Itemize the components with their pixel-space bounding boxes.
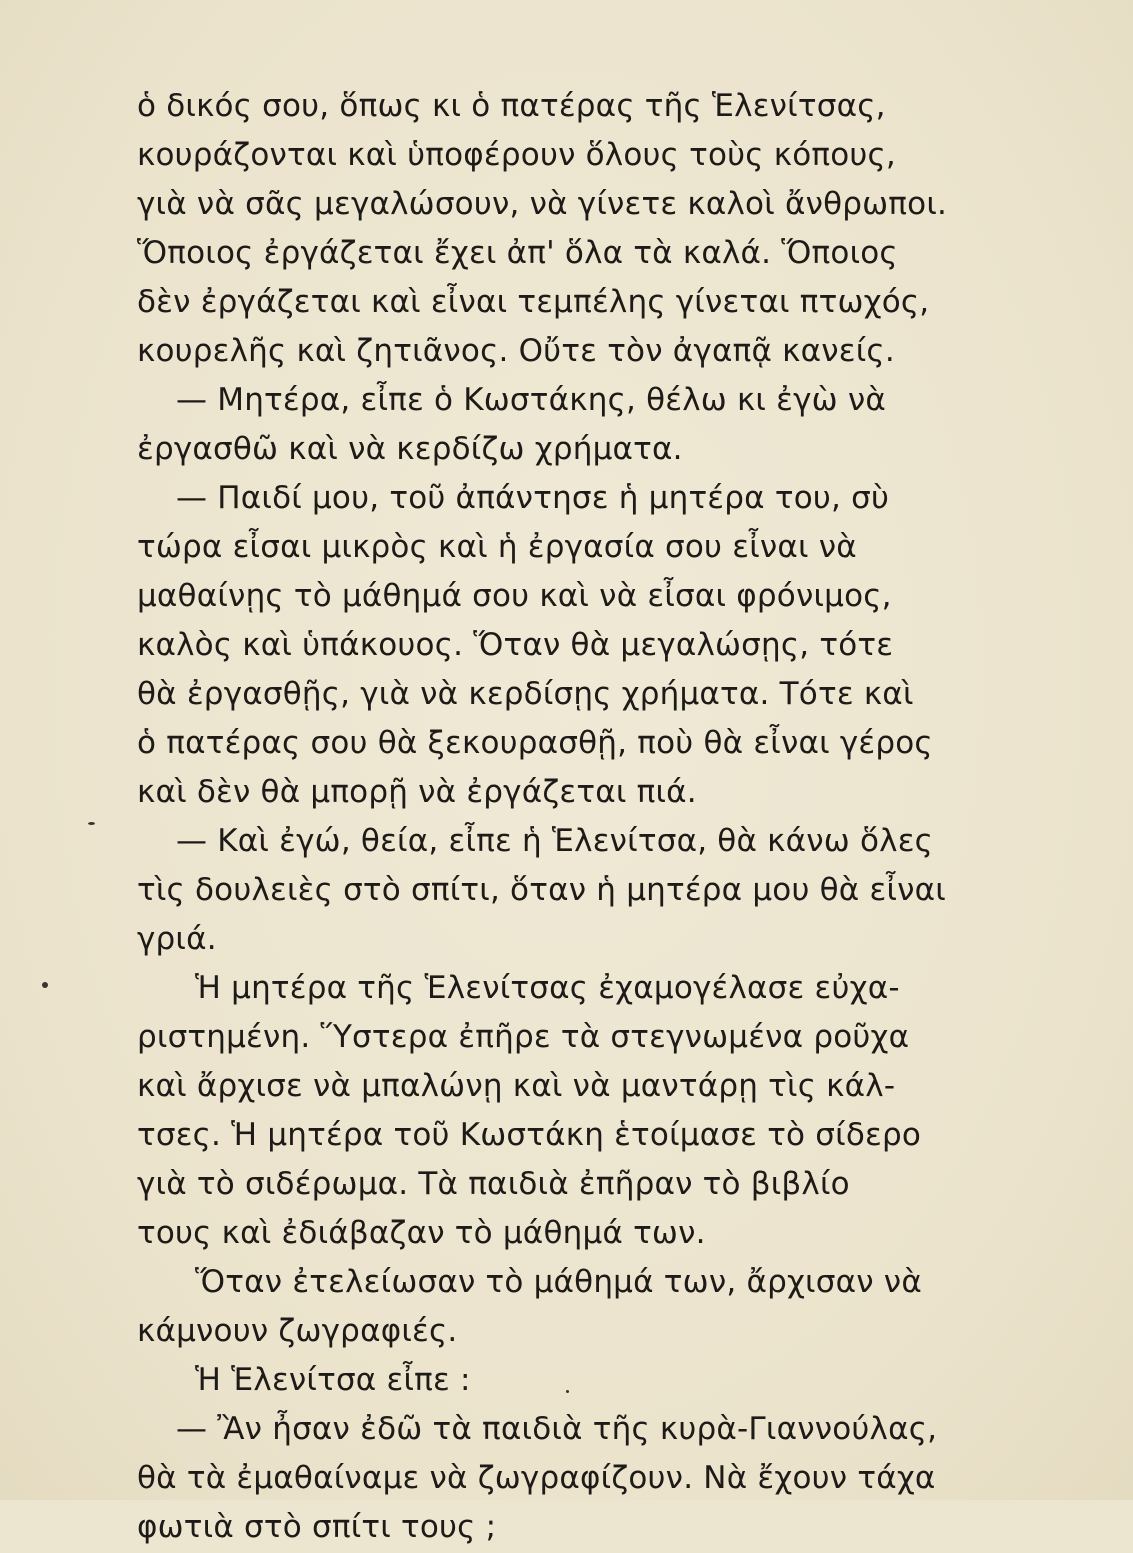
text-line: Ἡ Ἑλενίτσα εἶπε :: [195, 1362, 471, 1398]
text-line: — Μητέρα, εἶπε ὁ Κωστάκης, θέλω κι ἐγὼ νὰ: [176, 382, 887, 418]
text-line: — Παιδί μου, τοῦ ἀπάντησε ἡ μητέρα του, σὺ: [176, 480, 890, 516]
text-line: καλὸς καὶ ὑπάκουος. Ὅταν θὰ μεγαλώσῃς, τότε: [137, 627, 894, 663]
text-line: δὲν ἐργάζεται καὶ εἶναι τεμπέλης γίνεται πτωχός,: [137, 284, 930, 320]
text-line: κουρελῆς καὶ ζητιᾶνος. Οὔτε τὸν ἀγαπᾷ κανείς.: [137, 333, 895, 369]
text-line: θὰ ἐργασθῇς, γιὰ νὰ κερδίσῃς χρήματα. Τότε καὶ: [137, 676, 914, 712]
text-line: γιὰ τὸ σιδέρωμα. Τὰ παιδιὰ ἐπῆραν τὸ βιβλίο: [137, 1166, 850, 1202]
text-line: τσες. Ἡ μητέρα τοῦ Κωστάκη ἑτοίμασε τὸ σίδερο: [137, 1117, 921, 1153]
text-line: κουράζονται καὶ ὑποφέρουν ὅλους τοὺς κόπους,: [137, 137, 896, 173]
paper-speck: [42, 982, 48, 988]
text-line: κάμνουν ζωγραφιές.: [137, 1313, 458, 1349]
text-line: — Ἂν ἦσαν ἐδῶ τὰ παιδιὰ τῆς κυρὰ-Γιαννούλας,: [176, 1411, 938, 1447]
text-line: τους καὶ ἐδιάβαζαν τὸ μάθημά των.: [137, 1215, 706, 1251]
text-line: — Καὶ ἐγώ, θεία, εἶπε ἡ Ἑλενίτσα, θὰ κάνω ὅλες: [176, 823, 934, 859]
paper-speck: [566, 1390, 569, 1393]
text-line: γριά.: [137, 921, 217, 957]
text-line: θὰ τὰ ἐμαθαίναμε νὰ ζωγραφίζουν. Νὰ ἔχουν τάχα: [137, 1460, 936, 1496]
text-line: Ὅταν ἐτελείωσαν τὸ μάθημά των, ἄρχισαν νὰ: [195, 1264, 922, 1300]
text-line: καὶ ἄρχισε νὰ μπαλώνῃ καὶ νὰ μαντάρῃ τὶς κάλ-: [137, 1068, 896, 1104]
text-line: ὁ δικός σου, ὅπως κι ὁ πατέρας τῆς Ἑλενίτσας,: [137, 88, 886, 124]
text-line: Ὅποιος ἐργάζεται ἔχει ἀπ' ὅλα τὰ καλά. Ὅποιος: [137, 235, 898, 271]
text-line: φωτιὰ στὸ σπίτι τους ;: [137, 1509, 497, 1545]
text-line: μαθαίνῃς τὸ μάθημά σου καὶ νὰ εἶσαι φρόνιμος,: [137, 578, 892, 614]
text-line: γιὰ νὰ σᾶς μεγαλώσουν, νὰ γίνετε καλοὶ ἄνθρωποι.: [137, 186, 948, 222]
text-line: ἐργασθῶ καὶ νὰ κερδίζω χρήματα.: [137, 431, 683, 467]
text-line: τὶς δουλειὲς στὸ σπίτι, ὅταν ἡ μητέρα μου θὰ εἶναι: [137, 872, 946, 908]
text-line: τώρα εἶσαι μικρὸς καὶ ἡ ἐργασία σου εἶναι νὰ: [137, 529, 857, 565]
text-line: Ἡ μητέρα τῆς Ἑλενίτσας ἐχαμογέλασε εὐχα-: [195, 970, 900, 1006]
paper-speck: [88, 822, 95, 825]
text-line: καὶ δὲν θὰ μπορῇ νὰ ἐργάζεται πιά.: [137, 774, 697, 810]
text-line: ὁ πατέρας σου θὰ ξεκουρασθῇ, ποὺ θὰ εἶναι γέρος: [137, 725, 933, 761]
text-line: ριστημένη. Ὕστερα ἐπῆρε τὰ στεγνωμένα ροῦχα: [137, 1019, 910, 1055]
